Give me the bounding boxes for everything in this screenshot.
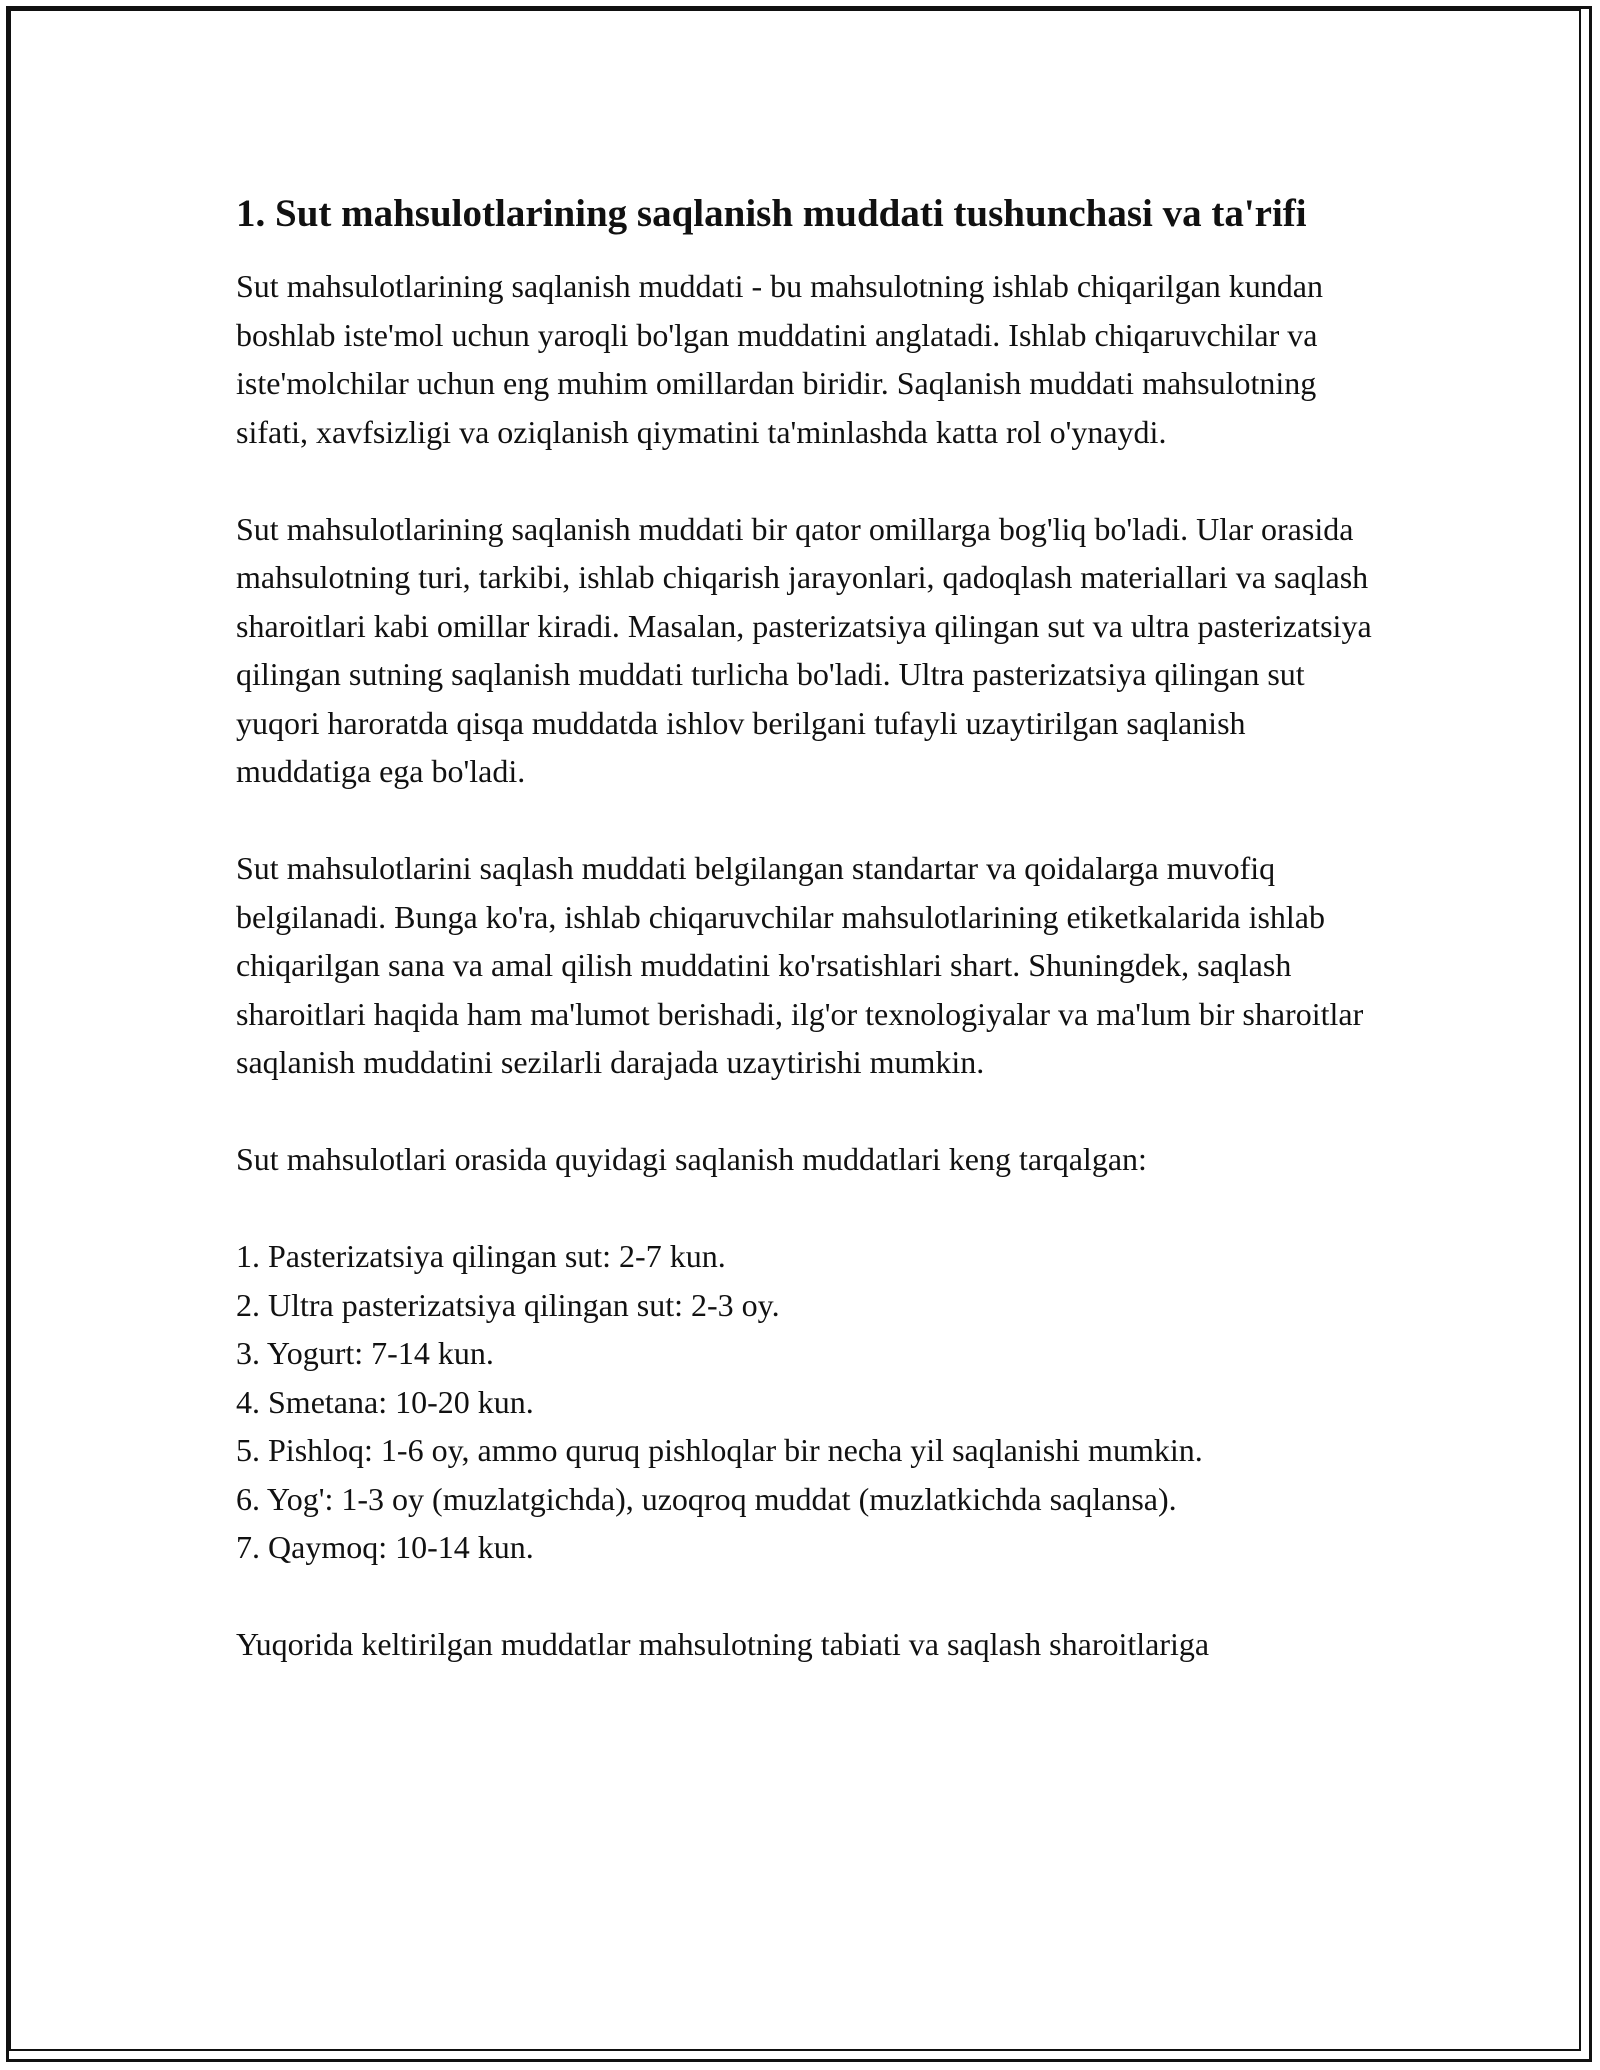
paragraph-spacer bbox=[236, 1572, 1376, 1621]
paragraph-definition: Sut mahsulotlarining saqlanish muddati - bu mahsulotning ishlab chiqarilgan kundan boshlab iste'mol uchun yaroqli bo'lgan muddatini anglatadi. Ishlab chiqaruvchilar va iste'molchilar uchun eng muhim omillardan biridir. Saqlanish muddati mahsulotning sifati, xavfsizligi va oziqlanish qiymatini ta'minlashda katta rol o'ynaydi. bbox=[236, 268, 1323, 450]
paragraph-factors: Sut mahsulotlarining saqlanish muddati bir qator omillarga bog'liq bo'ladi. Ular orasida mahsulotning turi, tarkibi, ishlab chiqarish jarayonlari, qadoqlash materiallari va saqlash sharoitlari kabi omillar kiradi. Masalan, pasterizatsiya qilingan sut va ultra pasterizatsiya qilingan sutning saqlanish muddati turlicha bo'ladi. Ultra pasterizatsiya qilingan sut yuqori haroratda qisqa muddatda ishlov berilgani tufayli uzaytirilgan saqlanish muddatiga ega bo'ladi. bbox=[236, 510, 1372, 789]
list-item: 6. Yog': 1-3 oy (muzlatgichda), uzoqroq muddat (muzlatkichda saqlansa). bbox=[236, 1480, 1177, 1517]
section-heading: 1. Sut mahsulotlarining saqlanish muddati tushunchasi va ta'rifi bbox=[236, 192, 1307, 235]
list-item: 3. Yogurt: 7-14 kun. bbox=[236, 1335, 494, 1371]
list-item: 5. Pishloq: 1-6 oy, ammo quruq pishloqlar bir necha yil saqlanishi mumkin. bbox=[236, 1432, 1203, 1468]
list-item: 1. Pasterizatsiya qilingan sut: 2-7 kun. bbox=[236, 1238, 726, 1274]
shelf-life-list bbox=[236, 1232, 1376, 1572]
paragraph-closing: Yuqorida keltirilgan muddatlar mahsulotning tabiati va saqlash sharoitlariga bbox=[236, 1626, 1210, 1662]
paragraph-spacer bbox=[236, 456, 1376, 505]
document-body bbox=[236, 186, 1376, 1669]
list-item: 2. Ultra pasterizatsiya qilingan sut: 2-3 oy. bbox=[236, 1286, 780, 1323]
list-item: 7. Qaymoq: 10-14 kun. bbox=[236, 1529, 534, 1565]
paragraph-spacer bbox=[236, 1087, 1376, 1136]
paragraph-spacer bbox=[236, 1184, 1376, 1233]
paragraph-spacer bbox=[236, 796, 1376, 845]
paragraph-list-intro: Sut mahsulotlari orasida quyidagi saqlanish muddatlari keng tarqalgan: bbox=[236, 1141, 1147, 1177]
paragraph-standards: Sut mahsulotlarini saqlash muddati belgilangan standartar va qoidalarga muvofiq belgilanadi. Bunga ko'ra, ishlab chiqaruvchilar mahsulotlarining etiketkalarida ishlab chiqarilgan sana va amal qilish muddatini ko'rsatishlari shart. Shuningdek, saqlash sharoitlari haqida ham ma'lumot berishadi, ilg'or texnologiyalar va ma'lum bir sharoitlar saqlanish muddatini sezilarli darajada uzaytirishi mumkin. bbox=[236, 850, 1364, 1080]
list-item: 4. Smetana: 10-20 kun. bbox=[236, 1383, 534, 1420]
